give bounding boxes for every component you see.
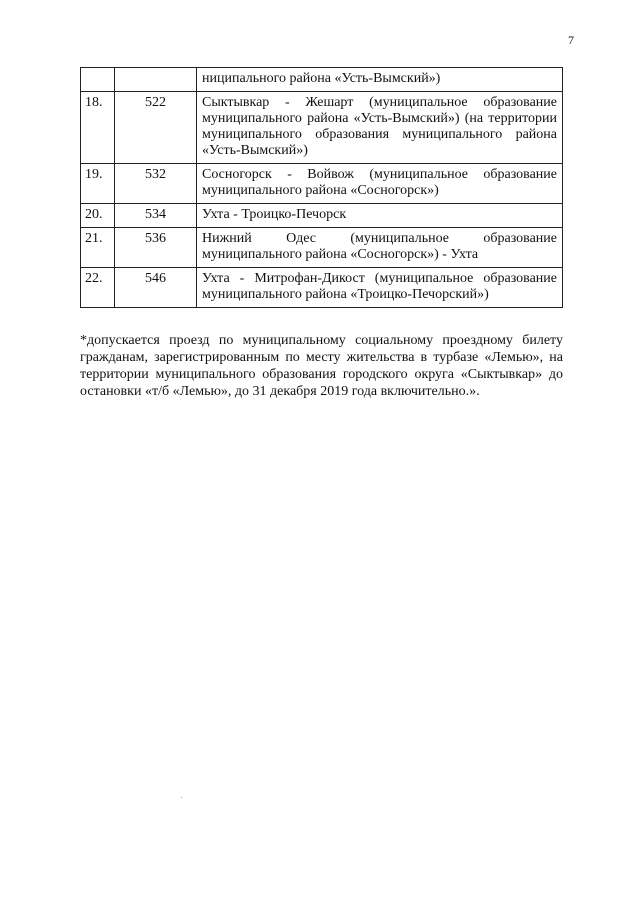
row-number-cell: 22. <box>81 268 115 308</box>
route-code-cell: 534 <box>115 204 197 228</box>
route-code-cell: 522 <box>115 92 197 164</box>
footnote: *допускается проезд по муниципальному социальному проездному билету гражданам, зарегистрированным по месту жительства в турбазе «Лемью», на территории муниципального образования городского округа «Сыктывкар» до остановки «т/б «Лемью», до 31 декабря 2019 года включительно.». <box>80 333 563 399</box>
route-name-cell: Ухта - Троицко-Печорск <box>197 204 563 228</box>
row-number-cell: 18. <box>81 92 115 164</box>
route-table <box>80 67 563 308</box>
route-name-cell: Нижний Одес (муниципальное образование муниципального района «Сосногорск») - Ухта <box>197 228 563 268</box>
route-name-cell: Сосногорск - Войвож (муниципальное образование муниципального района «Сосногорск») <box>197 164 563 204</box>
row-number-cell: 21. <box>81 228 115 268</box>
table-row <box>81 92 563 164</box>
table-row <box>81 204 563 228</box>
route-code-cell: 532 <box>115 164 197 204</box>
table-row <box>81 268 563 308</box>
row-number-cell: 20. <box>81 204 115 228</box>
row-number-cell <box>81 68 115 92</box>
row-number-cell: 19. <box>81 164 115 204</box>
table-row <box>81 164 563 204</box>
page-number: 7 <box>568 33 574 47</box>
table-row <box>81 68 563 92</box>
route-name-cell: Сыктывкар - Жешарт (муниципальное образование муниципального района «Усть-Вымский») (на территории муниципального образования муниципального района «Усть-Вымский») <box>197 92 563 164</box>
table-row <box>81 228 563 268</box>
route-name-cell: Ухта - Митрофан-Дикост (муниципальное образование муниципального района «Троицко-Печорский») <box>197 268 563 308</box>
scan-speck <box>181 797 182 798</box>
route-name-cell: ниципального района «Усть-Вымский») <box>197 68 563 92</box>
route-code-cell: 546 <box>115 268 197 308</box>
route-code-cell: 536 <box>115 228 197 268</box>
route-code-cell <box>115 68 197 92</box>
